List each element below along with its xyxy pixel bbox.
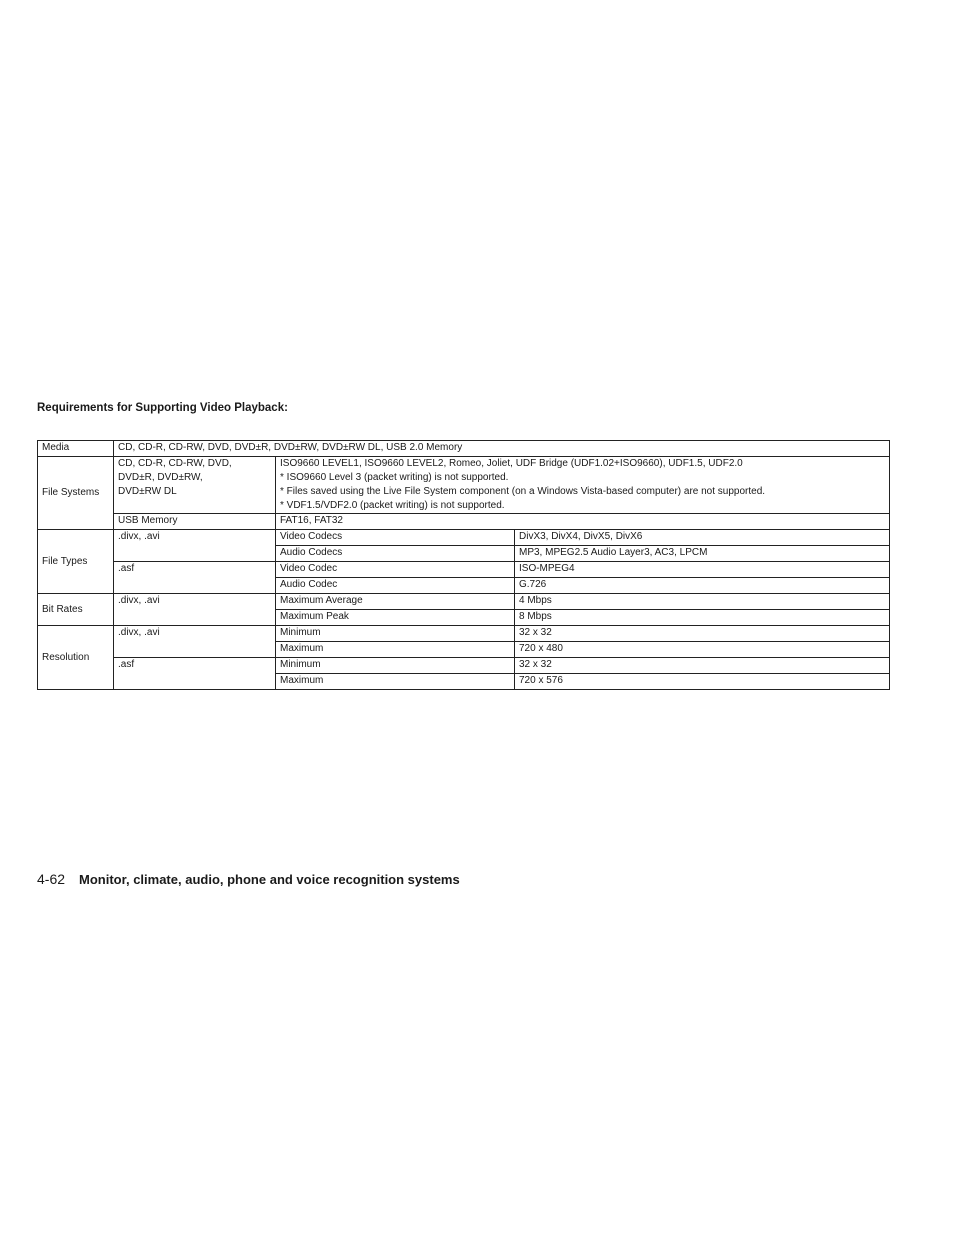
spec-value: MP3, MPEG2.5 Audio Layer3, AC3, LPCM <box>515 546 890 562</box>
spec-value: 4 Mbps <box>515 594 890 610</box>
video-playback-requirements-table <box>37 440 890 690</box>
page-number: 4-62 <box>37 871 66 887</box>
bit-rates-ext: .divx, .avi <box>114 594 276 626</box>
file-systems-usb-media: USB Memory <box>114 514 276 530</box>
row-label-bit-rates: Bit Rates <box>38 594 114 626</box>
spec-key: Video Codec <box>276 562 515 578</box>
spec-key: Maximum <box>276 642 515 658</box>
spec-key: Audio Codec <box>276 578 515 594</box>
disc-spec-line: ISO9660 LEVEL1, ISO9660 LEVEL2, Romeo, Joliet, UDF Bridge (UDF1.02+ISO9660), UDF1.5, UDF2.0 <box>280 458 743 469</box>
disc-media-line: CD, CD-R, CD-RW, DVD, <box>118 458 232 469</box>
table-row <box>38 594 890 610</box>
file-types-ext-asf: .asf <box>114 562 276 594</box>
section-heading: Requirements for Supporting Video Playback: <box>37 402 288 414</box>
spec-value: G.726 <box>515 578 890 594</box>
spec-key: Minimum <box>276 626 515 642</box>
file-systems-disc-spec <box>276 457 890 514</box>
spec-value: 32 x 32 <box>515 658 890 674</box>
page-footer <box>37 871 460 887</box>
disc-spec-line: * VDF1.5/VDF2.0 (packet writing) is not supported. <box>280 500 505 511</box>
media-value: CD, CD-R, CD-RW, DVD, DVD±R, DVD±RW, DVD±RW DL, USB 2.0 Memory <box>114 441 890 457</box>
resolution-ext-asf: .asf <box>114 658 276 690</box>
spec-key: Audio Codecs <box>276 546 515 562</box>
row-label-resolution: Resolution <box>38 626 114 690</box>
spec-key: Maximum Peak <box>276 610 515 626</box>
disc-media-line: DVD±RW DL <box>118 486 177 497</box>
spec-value: ISO-MPEG4 <box>515 562 890 578</box>
spec-value: 8 Mbps <box>515 610 890 626</box>
row-label-media: Media <box>38 441 114 457</box>
table-row-file-systems-usb <box>38 514 890 530</box>
table-row <box>38 658 890 674</box>
spec-key: Minimum <box>276 658 515 674</box>
table-row <box>38 626 890 642</box>
disc-spec-line: * ISO9660 Level 3 (packet writing) is not supported. <box>280 472 509 483</box>
resolution-ext-divx: .divx, .avi <box>114 626 276 658</box>
table-row-media <box>38 441 890 457</box>
disc-spec-line: * Files saved using the Live File System component (on a Windows Vista-based computer) are not supported. <box>280 486 766 497</box>
section-title: Monitor, climate, audio, phone and voice recognition systems <box>79 872 460 887</box>
table-row-file-systems-disc <box>38 457 890 514</box>
file-types-ext-divx: .divx, .avi <box>114 530 276 562</box>
spec-value: 720 x 576 <box>515 674 890 690</box>
spec-key: Maximum <box>276 674 515 690</box>
row-label-file-types: File Types <box>38 530 114 594</box>
file-systems-disc-media <box>114 457 276 514</box>
spec-key: Maximum Average <box>276 594 515 610</box>
spec-key: Video Codecs <box>276 530 515 546</box>
spec-value: 720 x 480 <box>515 642 890 658</box>
table-row <box>38 530 890 546</box>
spec-value: 32 x 32 <box>515 626 890 642</box>
file-systems-usb-spec: FAT16, FAT32 <box>276 514 890 530</box>
disc-media-line: DVD±R, DVD±RW, <box>118 472 203 483</box>
spec-value: DivX3, DivX4, DivX5, DivX6 <box>515 530 890 546</box>
row-label-file-systems: File Systems <box>38 457 114 530</box>
table-row <box>38 562 890 578</box>
